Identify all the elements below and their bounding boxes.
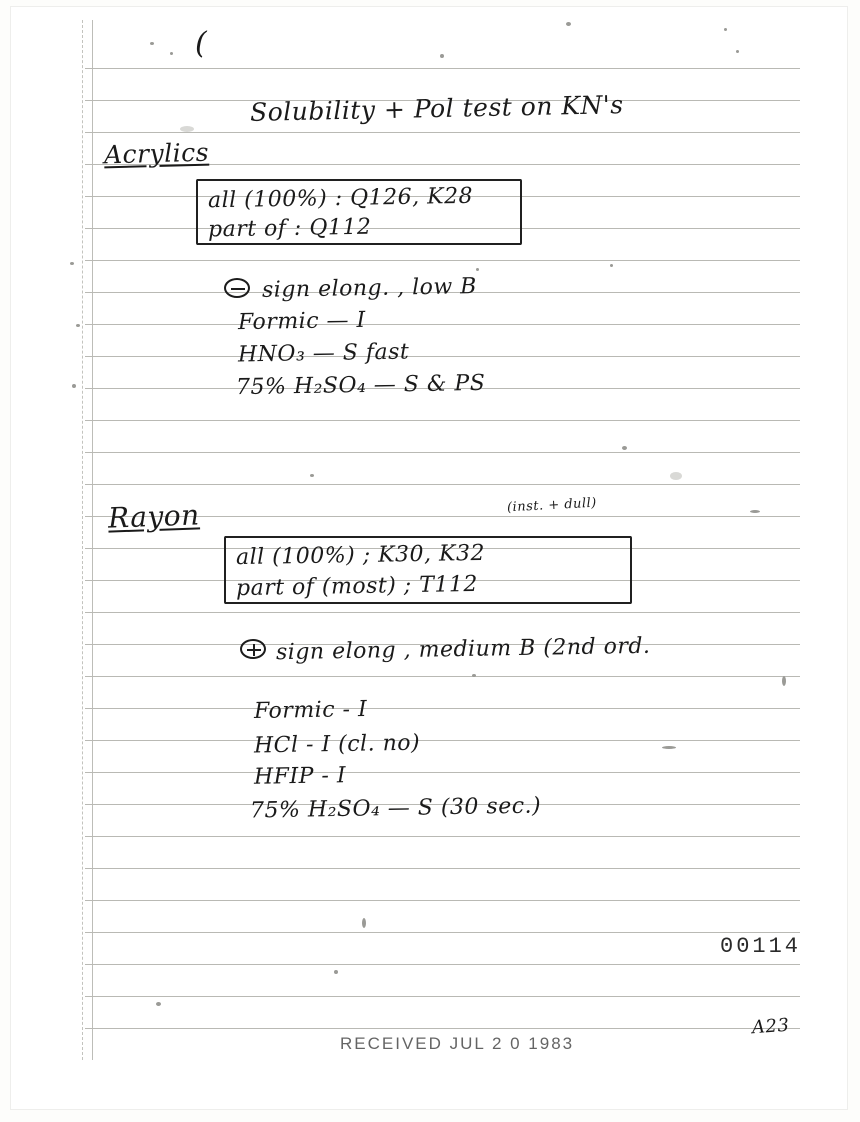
- scan-speck: [170, 52, 173, 55]
- rayon-box-line-1: all (100%) ; K30, K32: [235, 540, 486, 571]
- margin-rule-dotted: [82, 20, 83, 1060]
- ruled-line: [85, 676, 800, 677]
- ruled-line: [85, 932, 800, 933]
- ruled-line: [85, 772, 800, 773]
- ruled-line: [85, 260, 800, 261]
- scan-speck: [476, 268, 479, 271]
- margin-rule-solid: [92, 20, 93, 1060]
- section-heading-rayon: Rayon: [107, 498, 201, 535]
- rayon-box-line-2: part of (most) ; T112: [235, 571, 479, 602]
- scan-speck: [662, 746, 676, 749]
- ruled-line: [85, 1028, 800, 1029]
- scan-speck: [440, 54, 444, 58]
- scan-speck: [76, 324, 80, 327]
- scan-speck: [566, 22, 571, 26]
- ruled-line: [85, 964, 800, 965]
- page-number: 00114: [720, 934, 802, 959]
- ruled-line: [85, 452, 800, 453]
- scan-smudge: [180, 126, 194, 132]
- ruled-line: [85, 836, 800, 837]
- scan-speck: [724, 28, 727, 31]
- minus-sign-circled-icon: [224, 278, 250, 298]
- rayon-test-4: 75% H₂SO₄ — S (30 sec.): [249, 793, 542, 824]
- ruled-line: [85, 324, 800, 325]
- scan-speck: [622, 446, 627, 450]
- rayon-test-1: Formic - I: [253, 697, 368, 724]
- acrylics-test-1: Formic — I: [237, 307, 366, 336]
- ruled-line: [85, 868, 800, 869]
- scan-speck: [72, 384, 76, 388]
- rayon-test-2: HCl - I (cl. no): [253, 730, 421, 759]
- ruled-line: [85, 484, 800, 485]
- margin-mark: A23: [751, 1014, 791, 1039]
- acrylics-box-line-1: all (100%) : Q126, K28: [207, 183, 474, 214]
- rayon-test-3: HFIP - I: [253, 763, 347, 790]
- received-stamp: RECEIVED JUL 2 0 1983: [340, 1034, 575, 1053]
- acrylics-sign-note: sign elong. , low B: [261, 274, 478, 303]
- scan-speck: [472, 674, 476, 677]
- rayon-superscript-note: (inst. + dull): [506, 495, 598, 516]
- rayon-sign-note: sign elong , medium B (2nd ord.: [275, 633, 651, 666]
- scan-speck: [736, 50, 739, 53]
- ruled-line: [85, 900, 800, 901]
- ruled-line: [85, 740, 800, 741]
- acrylics-box-line-2: part of : Q112: [207, 214, 372, 243]
- scan-speck: [362, 918, 366, 928]
- scan-speck: [750, 510, 760, 513]
- ruled-line: [85, 132, 800, 133]
- scan-speck: [610, 264, 613, 267]
- ruled-line: [85, 996, 800, 997]
- scan-speck: [70, 262, 74, 265]
- bracket-box-acrylics-right: [510, 179, 522, 245]
- section-heading-acrylics: Acrylics: [103, 137, 210, 170]
- ruled-line: [85, 356, 800, 357]
- stray-pen-mark: (: [195, 26, 208, 61]
- scan-speck: [334, 970, 338, 974]
- scan-speck: [782, 676, 786, 686]
- scan-speck: [310, 474, 314, 477]
- ruled-line: [85, 68, 800, 69]
- ruled-line: [85, 612, 800, 613]
- ruled-line: [85, 708, 800, 709]
- paper-sheet: [10, 6, 848, 1110]
- plus-sign-circled-icon: [240, 639, 266, 659]
- bracket-box-rayon-right: [618, 536, 632, 604]
- scan-smudge: [670, 472, 682, 480]
- acrylics-test-3: 75% H₂SO₄ — S & PS: [235, 370, 486, 401]
- scan-speck: [150, 42, 154, 45]
- page-title: Solubility + Pol test on KN's: [249, 90, 624, 127]
- acrylics-test-2: HNO₃ — S fast: [237, 339, 410, 368]
- scan-speck: [156, 1002, 161, 1006]
- ruled-line: [85, 420, 800, 421]
